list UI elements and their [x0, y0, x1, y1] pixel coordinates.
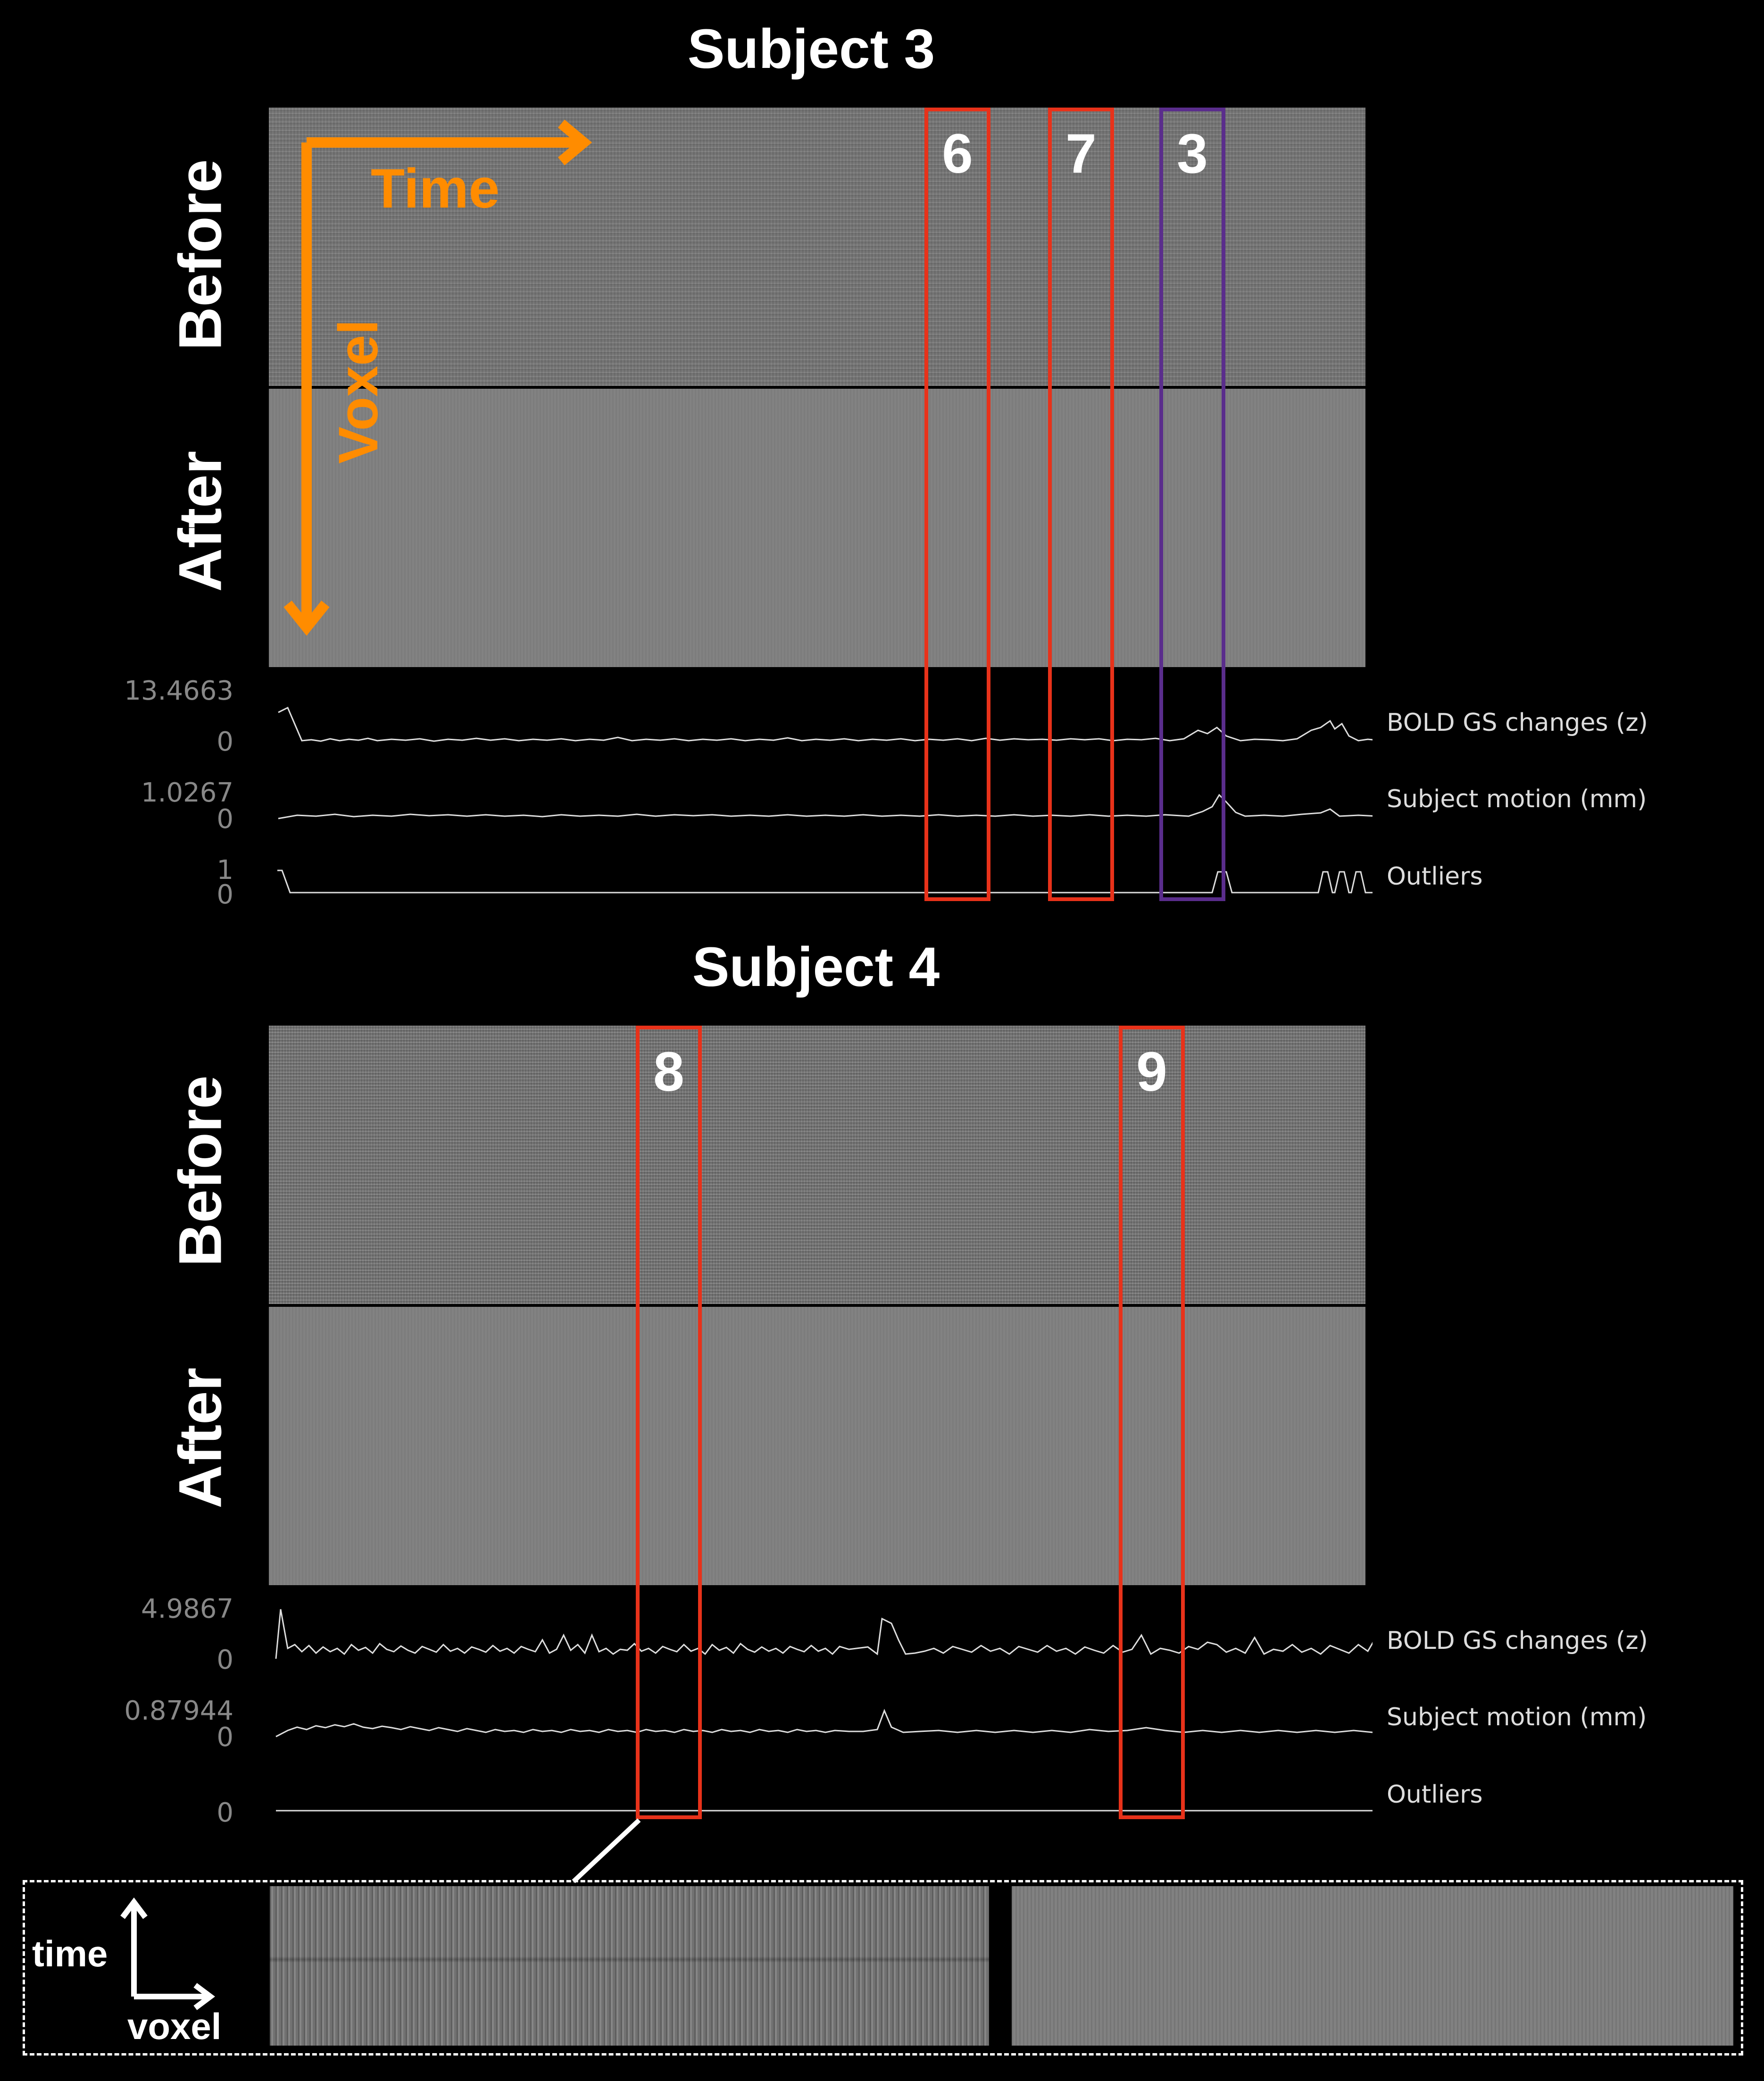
subject4-before-label: Before [166, 1075, 234, 1267]
subject4-after-carpet [269, 1307, 1365, 1585]
subject3-motion-label: Subject motion (mm) [1387, 785, 1647, 813]
inset-before-zoom [270, 1886, 989, 2046]
subject3-motion-max: 1.0267 [141, 777, 233, 808]
subject3-outliers-max: 1 [216, 855, 233, 886]
inset-axes [113, 1892, 222, 2019]
subject3-highlight-box-3 [1159, 108, 1225, 901]
inset-voxel-label: voxel [127, 2006, 222, 2047]
subject3-highlight-box-7 [1048, 108, 1114, 901]
subject4-motion-trace [276, 1711, 1373, 1737]
subject4-traces [269, 1593, 1373, 1829]
subject4-title: Subject 4 [692, 936, 940, 998]
inset-connector [566, 1816, 660, 1887]
box-number: 9 [1136, 1041, 1167, 1103]
box-number: 6 [942, 123, 973, 185]
box-number: 8 [653, 1041, 684, 1103]
subject4-bold-trace [276, 1609, 1373, 1659]
box-number: 7 [1065, 123, 1097, 185]
subject4-highlight-box-8 [636, 1026, 702, 1819]
box-number: 3 [1177, 123, 1208, 185]
subject3-bold-label: BOLD GS changes (z) [1387, 709, 1648, 737]
subject4-before-carpet [269, 1026, 1365, 1305]
subject4-motion-max: 0.87944 [124, 1696, 233, 1726]
subject4-motion-min: 0 [216, 1722, 233, 1753]
inset-after-zoom [1012, 1886, 1733, 2046]
subject3-title: Subject 3 [687, 18, 935, 80]
subject3-bold-max: 13.4663 [124, 676, 233, 706]
subject4-motion-label: Subject motion (mm) [1387, 1703, 1647, 1731]
subject4-bold-max: 4.9867 [141, 1594, 233, 1624]
subject4-highlight-box-9 [1119, 1026, 1185, 1819]
subject3-highlight-box-6 [924, 108, 990, 901]
subject3-after-label: After [166, 451, 234, 592]
inset-time-label: time [32, 1933, 108, 1974]
subject3-outliers-min: 0 [216, 879, 233, 910]
subject3-outliers-label: Outliers [1387, 862, 1483, 891]
voxel-axis-label: Voxel [327, 319, 390, 464]
time-axis-label: Time [371, 158, 500, 220]
subject4-outliers-min: 0 [216, 1797, 233, 1828]
subject3-motion-min: 0 [216, 804, 233, 835]
subject4-bold-label: BOLD GS changes (z) [1387, 1627, 1648, 1655]
subject3-bold-min: 0 [216, 727, 233, 757]
subject4-after-label: After [166, 1367, 234, 1509]
subject4-outliers-label: Outliers [1387, 1780, 1483, 1809]
subject3-before-label: Before [166, 159, 234, 351]
subject4-bold-min: 0 [216, 1645, 233, 1675]
